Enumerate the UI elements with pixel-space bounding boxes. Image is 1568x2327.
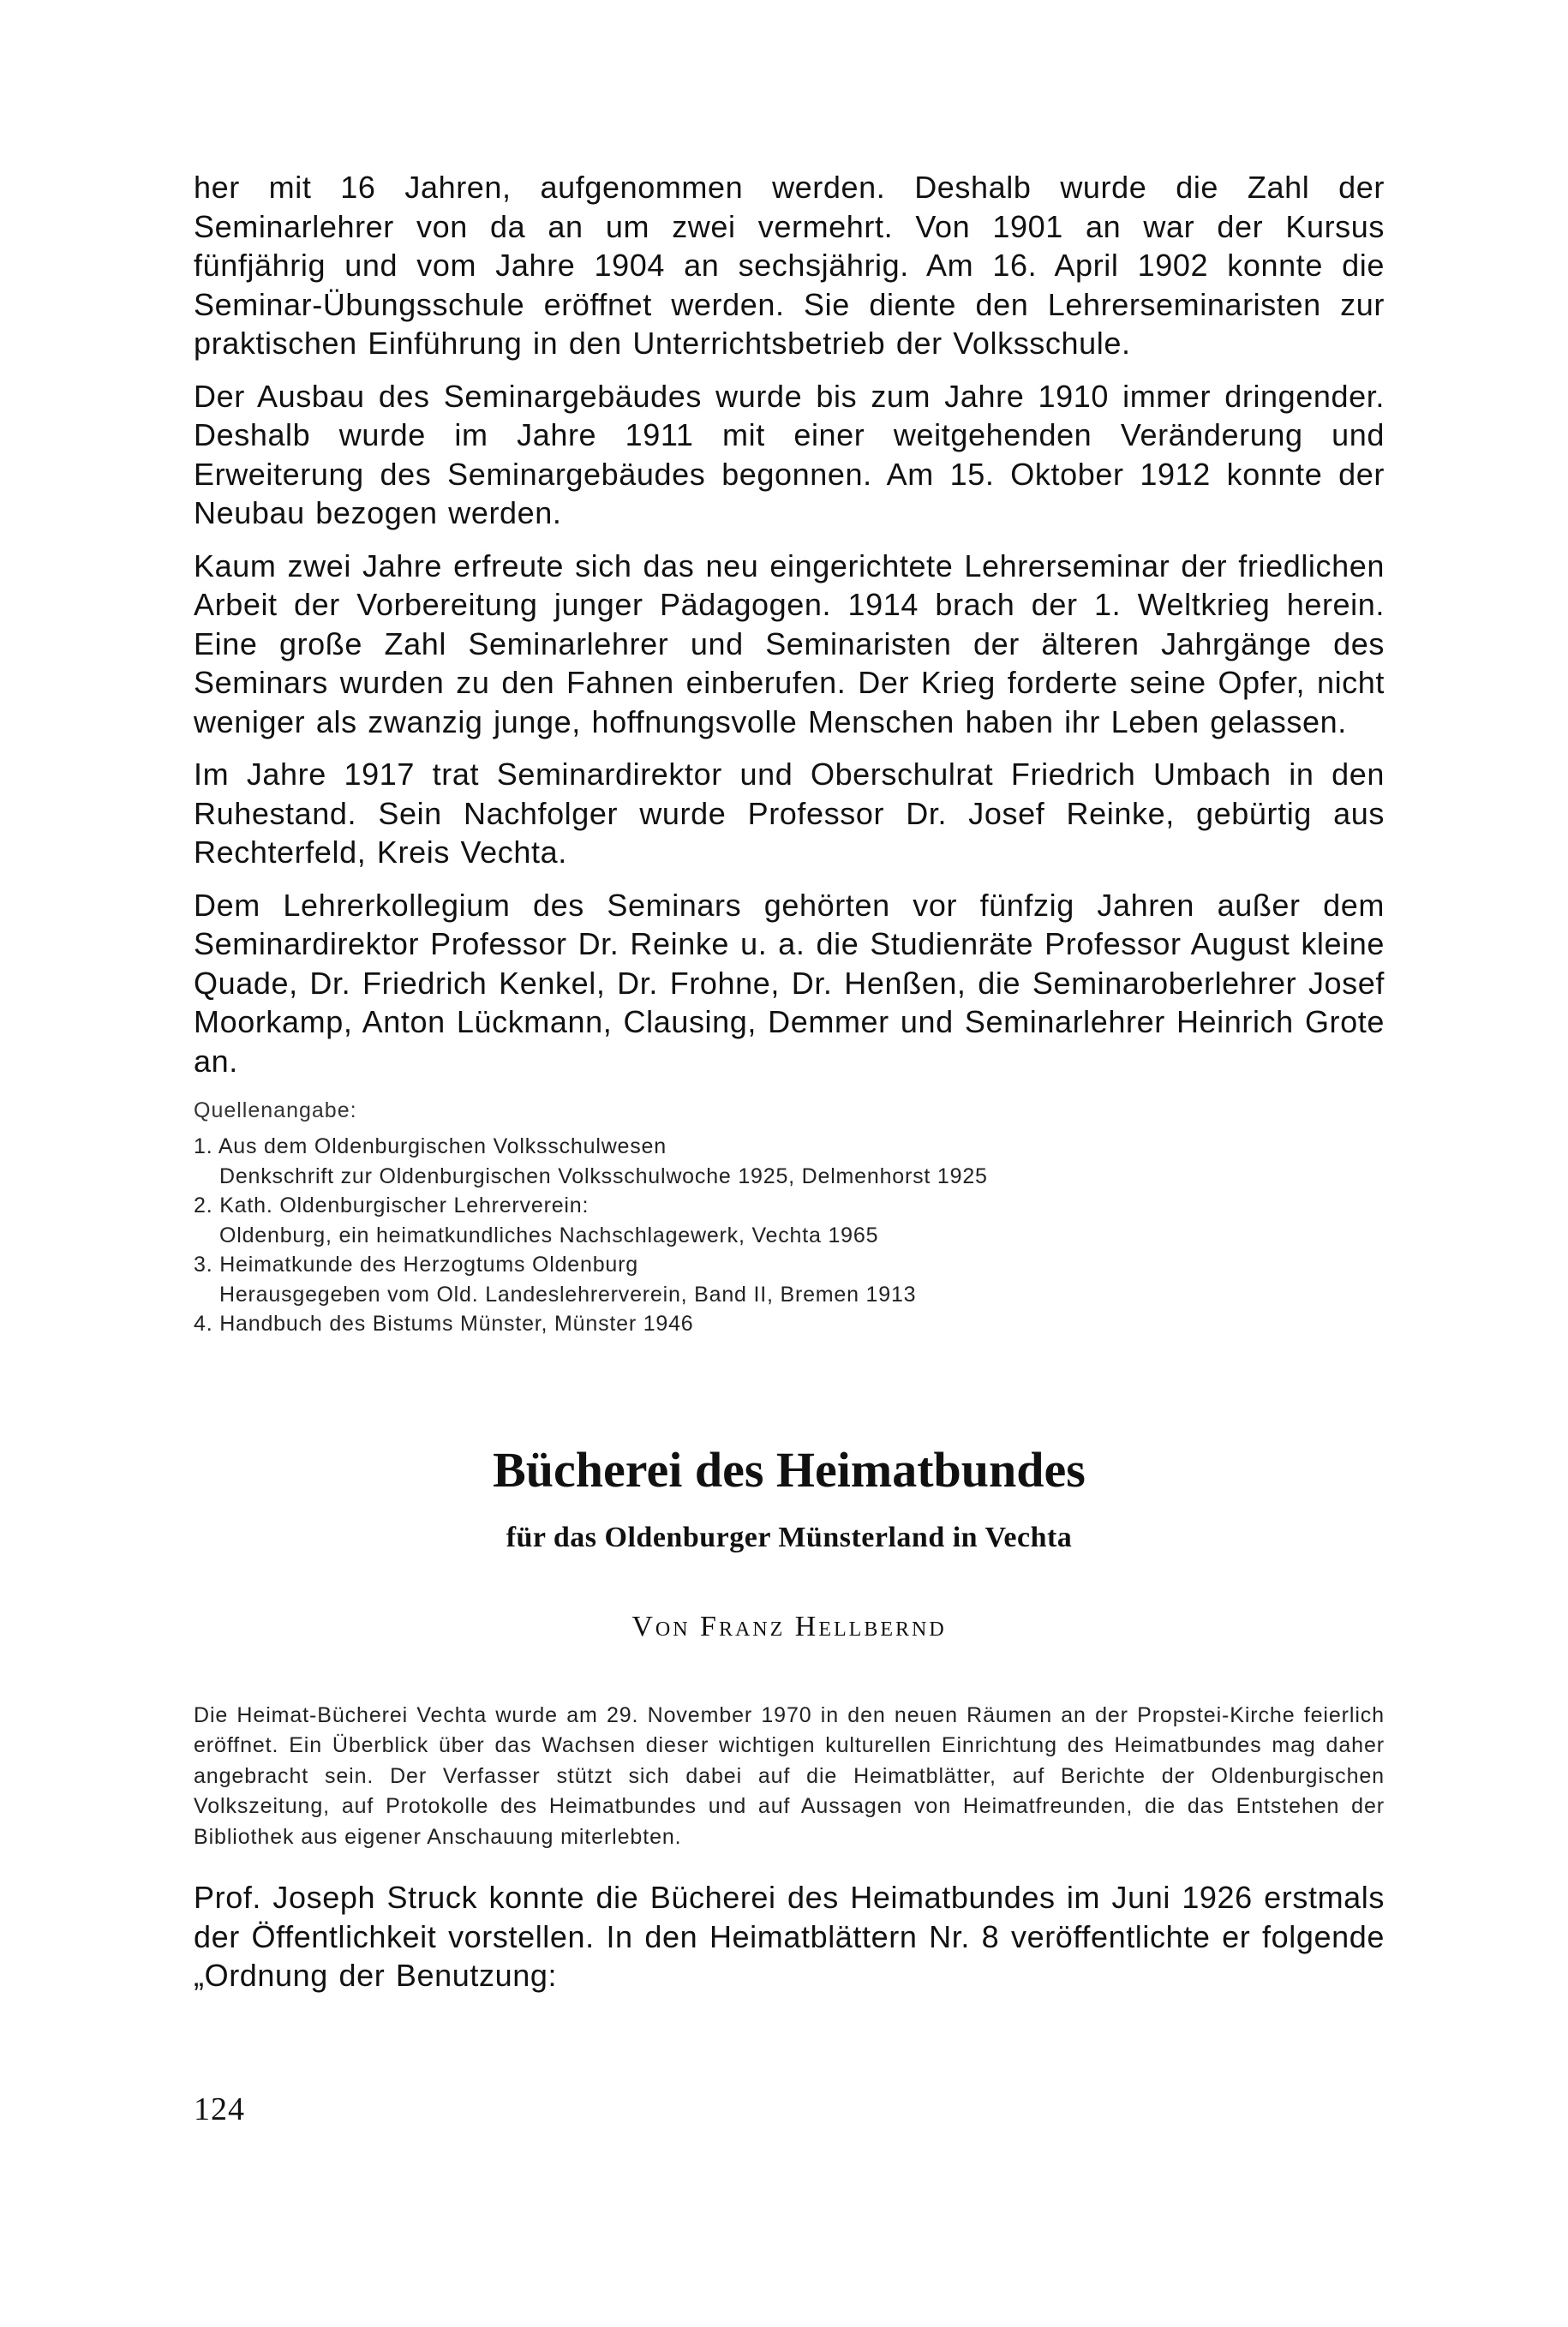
source-line: 1. Aus dem Oldenburgischen Volksschulwesen bbox=[194, 1134, 667, 1158]
source-line: Denkschrift zur Oldenburgischen Volksschulwoche 1925, Delmenhorst 1925 bbox=[219, 1164, 988, 1188]
section-subtitle: für das Oldenburger Münsterland in Vechta bbox=[506, 1521, 1073, 1553]
author-line: Von Franz Hellbernd bbox=[631, 1610, 947, 1642]
section-title: Bücherei des Heimatbundes bbox=[493, 1441, 1086, 1498]
source-line: Herausgegeben vom Old. Landeslehrerverein, Band II, Bremen 1913 bbox=[219, 1282, 917, 1307]
source-line: Oldenburg, ein heimatkundliches Nachschlagewerk, Vechta 1965 bbox=[219, 1223, 879, 1247]
page-content bbox=[194, 168, 1385, 1995]
body-paragraph-3: Kaum zwei Jahre erfreute sich das neu eingerichtete Lehrerseminar der friedlichen Arbeit der Vorbereitung junger Pädagogen. 1914 brach der 1. Weltkrieg herein. Eine große Zahl Seminarlehrer und Seminaristen der älteren Jahrgänge des Seminars wurden zu den Fahnen einberufen. Der Krieg forderte seine Opfer, nicht weniger als zwanzig junge, hoffnungsvolle Menschen haben ihr Leben gelassen. bbox=[194, 547, 1385, 739]
sources-heading: Quellenangabe: bbox=[194, 1098, 357, 1122]
source-line: 2. Kath. Oldenburgischer Lehrerverein: bbox=[194, 1193, 589, 1217]
body-paragraph-1: her mit 16 Jahren, aufgenommen werden. Deshalb wurde die Zahl der Seminarlehrer von da an um zwei vermehrt. Von 1901 an war der Kursus fünfjährig und vom Jahre 1904 an sechsjährig. Am 16. April 1902 konnte die Seminar-Übungsschule eröffnet werden. Sie diente den Lehrerseminaristen zur praktischen Einführung in den Unterrichtsbetrieb der Volksschule. bbox=[194, 170, 1385, 361]
source-line: 4. Handbuch des Bistums Münster, Münster 1946 bbox=[194, 1312, 694, 1336]
sources-list bbox=[194, 1132, 1385, 1339]
lead-paragraph: Prof. Joseph Struck konnte die Bücherei des Heimatbundes im Juni 1926 erstmals der Öffentlichkeit vorstellen. In den Heimatblättern Nr. 8 veröffentlichte er folgende „Ordnung der Benutzung: bbox=[194, 1880, 1385, 1993]
body-paragraph-4: Im Jahre 1917 trat Seminardirektor und Oberschulrat Friedrich Umbach in den Ruhestand. Sein Nachfolger wurde Professor Dr. Josef Reinke, gebürtig aus Rechterfeld, Kreis Vechta. bbox=[194, 757, 1385, 870]
body-paragraph-5: Dem Lehrerkollegium des Seminars gehörten vor fünfzig Jahren außer dem Seminardirektor Professor Dr. Reinke u. a. die Studienräte Professor August kleine Quade, Dr. Friedrich Kenkel, Dr. Frohne, Dr. Henßen, die Seminaroberlehrer Josef Moorkamp, Anton Lückmann, Clausing, Demmer und Seminarlehrer Heinrich Grote an. bbox=[194, 887, 1385, 1079]
body-paragraph-2: Der Ausbau des Seminargebäudes wurde bis zum Jahre 1910 immer dringender. Deshalb wurde im Jahre 1911 mit einer weitgehenden Veränderung und Erweiterung des Seminargebäudes begonnen. Am 15. Oktober 1912 konnte der Neubau bezogen werden. bbox=[194, 378, 1385, 530]
source-line: 3. Heimatkunde des Herzogtums Oldenburg bbox=[194, 1253, 638, 1277]
page-number: 124 bbox=[194, 2091, 245, 2127]
abstract-paragraph: Die Heimat-Bücherei Vechta wurde am 29. November 1970 in den neuen Räumen an der Propstei-Kirche feierlich eröffnet. Ein Überblick über das Wachsen dieser wichtigen kulturellen Einrichtung des Heimatbundes mag daher angebracht sein. Der Verfasser stützt sich dabei auf die Heimatblätter, auf Berichte der Oldenburgischen Volkszeitung, auf Protokolle des Heimatbundes und auf Aussagen von Heimatfreunden, die das Entstehen der Bibliothek aus eigener Anschauung miterlebten. bbox=[194, 1702, 1385, 1849]
